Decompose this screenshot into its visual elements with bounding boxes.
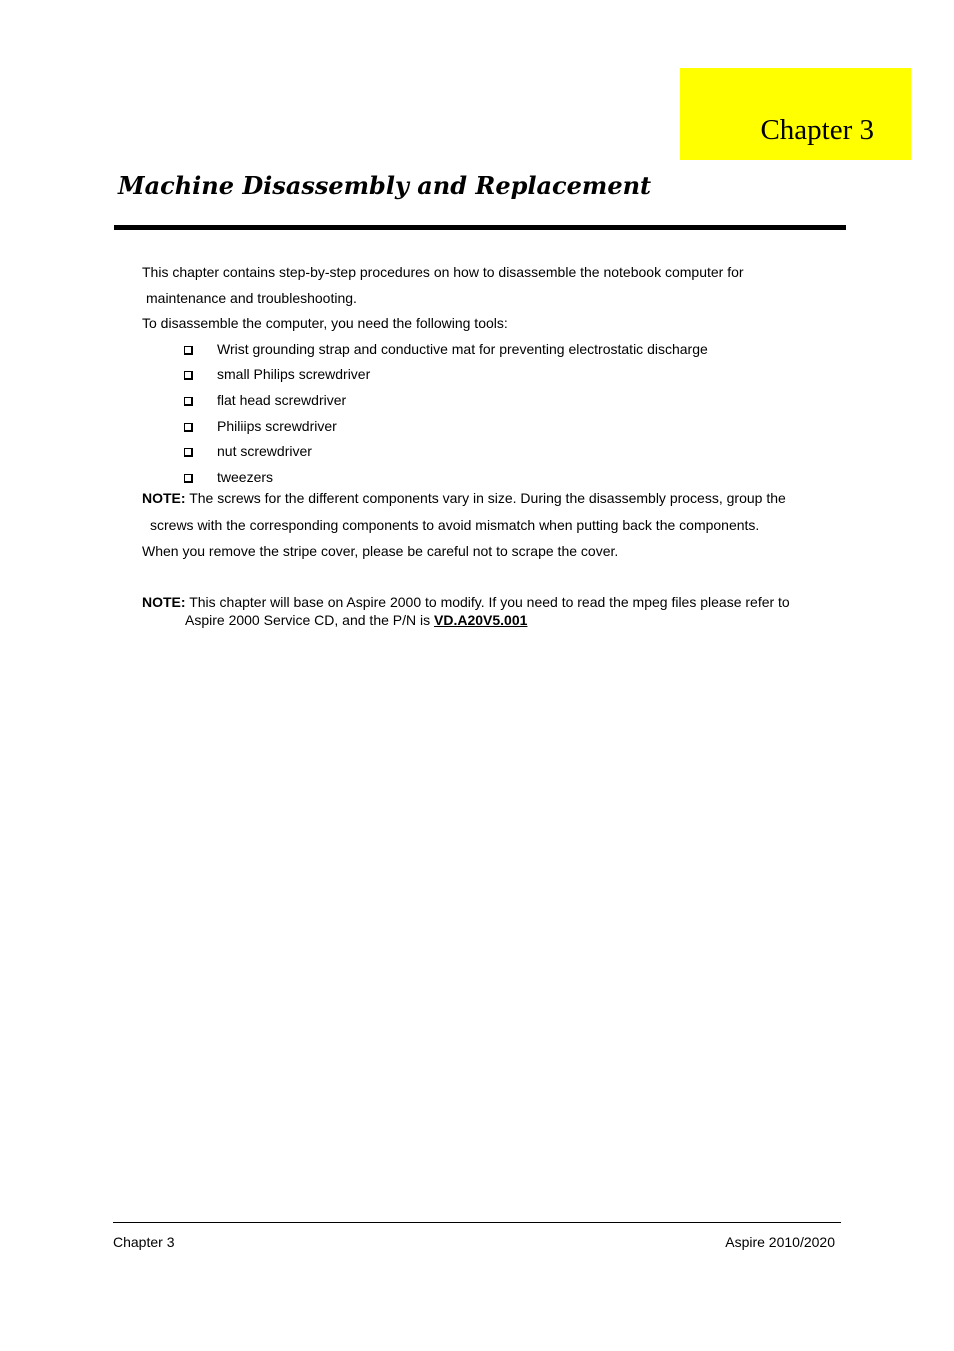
note-mpeg-line-1 bbox=[142, 594, 790, 610]
intro-line-2: maintenance and troubleshooting. bbox=[146, 290, 357, 306]
stripe-cover-note: When you remove the stripe cover, please be careful not to scrape the cover. bbox=[142, 543, 619, 559]
checkbox-bullet-icon bbox=[184, 448, 193, 457]
footer-divider bbox=[113, 1222, 841, 1223]
checkbox-bullet-icon bbox=[184, 423, 193, 432]
note-mpeg-line-2 bbox=[185, 612, 527, 628]
note-label: NOTE: bbox=[142, 594, 186, 610]
tool-label: Philiips screwdriver bbox=[217, 418, 337, 434]
note-mpeg-text: This chapter will base on Aspire 2000 to modify. If you need to read the mpeg files please refer to bbox=[185, 594, 790, 610]
footer-product: Aspire 2010/2020 bbox=[725, 1234, 835, 1250]
footer-chapter: Chapter 3 bbox=[113, 1234, 175, 1250]
note-screws-text: The screws for the different components vary in size. During the disassembly process, group the bbox=[185, 490, 786, 506]
tool-label: nut screwdriver bbox=[217, 443, 312, 459]
tool-label: small Philips screwdriver bbox=[217, 366, 371, 382]
note-screws-line-1 bbox=[142, 490, 786, 506]
tool-label: tweezers bbox=[217, 469, 274, 485]
title-divider bbox=[114, 225, 846, 230]
note-screws-line-2: screws with the corresponding components to avoid mismatch when putting back the components. bbox=[150, 517, 760, 533]
intro-line-1: This chapter contains step-by-step procedures on how to disassemble the notebook computer for bbox=[142, 264, 744, 280]
note-label: NOTE: bbox=[142, 490, 186, 506]
intro-line-3: To disassemble the computer, you need the following tools: bbox=[142, 315, 508, 331]
checkbox-bullet-icon bbox=[184, 397, 193, 406]
checkbox-bullet-icon bbox=[184, 346, 193, 355]
chapter-tab-label: Chapter 3 bbox=[760, 114, 874, 146]
tool-label: flat head screwdriver bbox=[217, 392, 347, 408]
tool-label: Wrist grounding strap and conductive mat for preventing electrostatic discharge bbox=[217, 341, 708, 357]
note-mpeg-text-2: Aspire 2000 Service CD, and the P/N is bbox=[185, 612, 435, 628]
checkbox-bullet-icon bbox=[184, 371, 193, 380]
part-number: VD.A20V5.001 bbox=[434, 612, 528, 628]
chapter-tab bbox=[680, 68, 911, 160]
checkbox-bullet-icon bbox=[184, 474, 193, 483]
page-title: Machine Disassembly and Replacement bbox=[118, 171, 652, 200]
